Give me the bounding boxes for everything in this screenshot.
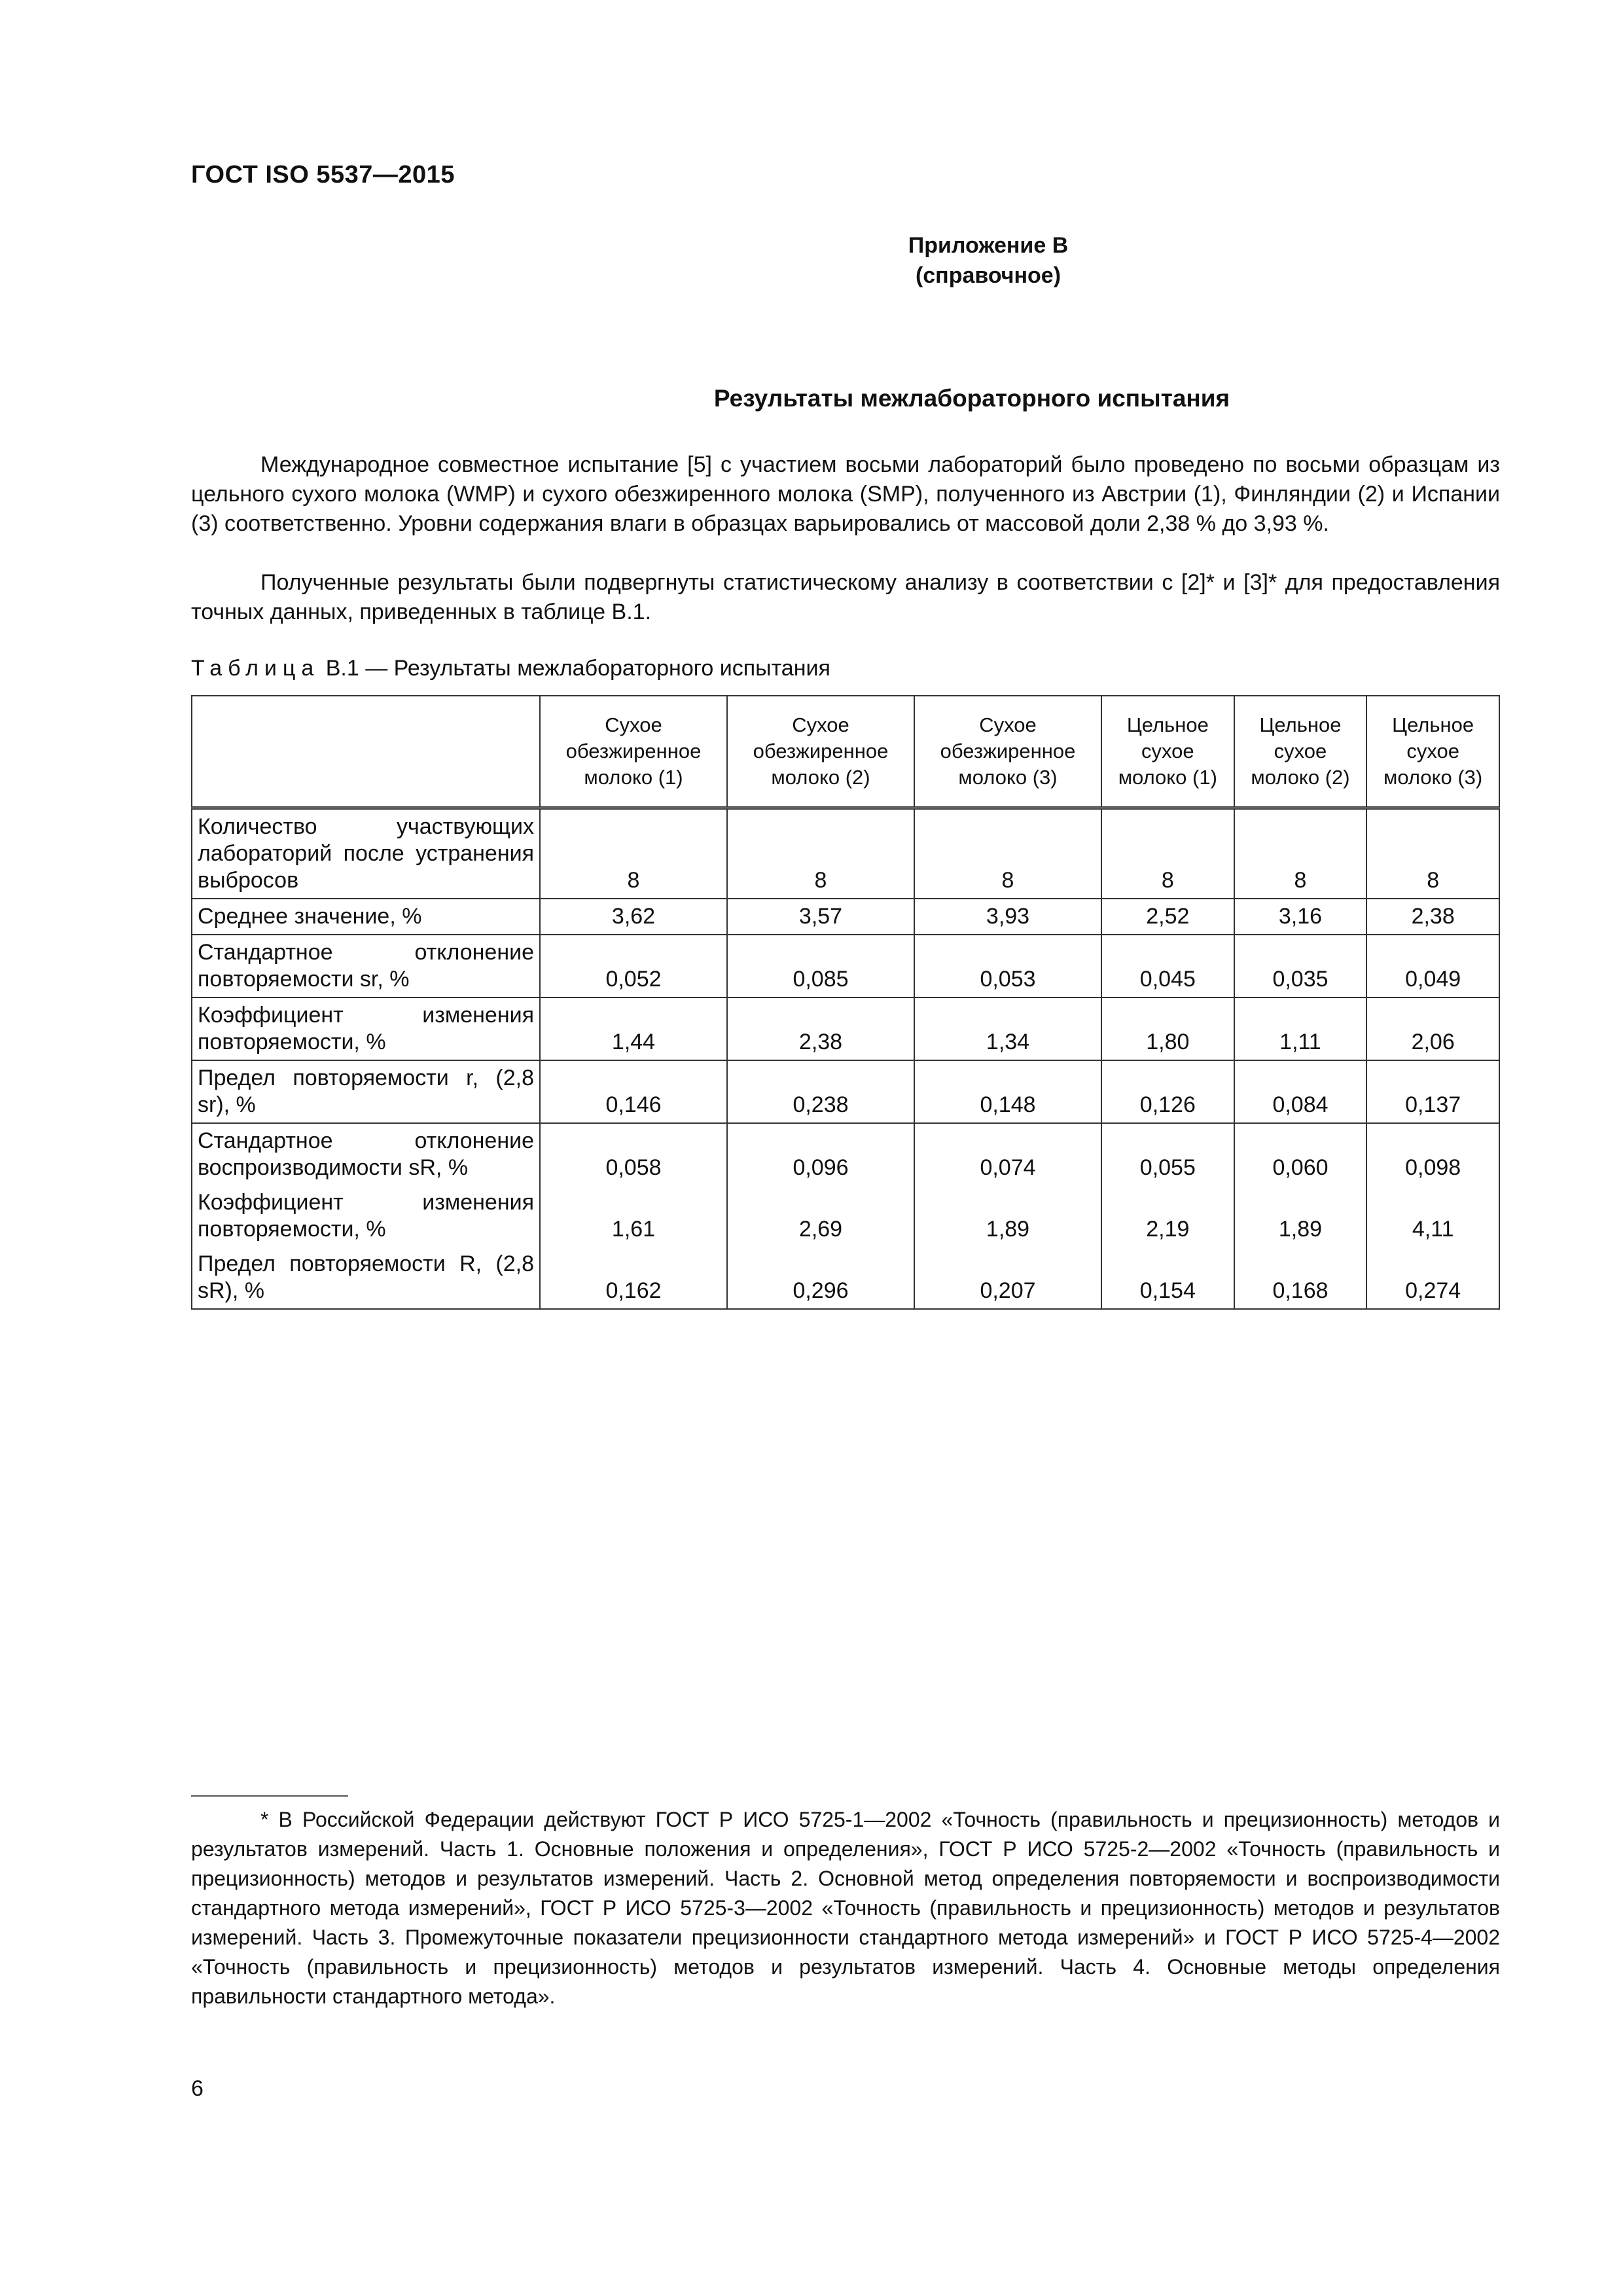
table-cell: 1,61 [540,1185,727,1247]
table-cell: 2,38 [727,997,914,1060]
table-caption-text: В.1 — Результаты межлабораторного испытания [319,656,830,681]
table-cell: 0,052 [540,935,727,997]
table-cell: 0,035 [1234,935,1367,997]
table-cell: 0,058 [540,1123,727,1185]
appendix-status: (справочное) [915,263,1061,288]
table-cell: 1,44 [540,997,727,1060]
table-cell: 3,93 [914,899,1101,935]
table-cell: 0,162 [540,1247,727,1309]
appendix-heading [0,230,1623,291]
table-cell: 0,207 [914,1247,1101,1309]
table-header-empty [192,696,540,808]
footnote-text: * В Российской Федерации действуют ГОСТ Р ИСО 5725-1—2002 «Точность (правильность и прецизионность) методов и результатов измерений. Часть 1. Основные положения и определения», ГОСТ Р ИСО 5725-2—2002 «Точность (правильность и прецизионность) методов и результатов измерений. Часть 2. Основной метод определения повторяемости и воспроизводимости стандартного метода измерений», ГОСТ Р ИСО 5725-3—2002 «Точность (правильность и прецизионность) методов и результатов измерений. Часть 3. Промежуточные показатели прецизионности стандартного метода измерений» и ГОСТ Р ИСО 5725-4—2002 «Точность (правильность и прецизионность) методов и результатов измерений. Часть 4. Основные методы определения правильности стандартного метода». [191,1808,1500,2008]
page-number: 6 [191,2076,204,2101]
table-row [192,808,1499,899]
table-cell: 0,096 [727,1123,914,1185]
table-cell: 8 [1234,808,1367,899]
table-header-row [192,696,1499,808]
table-cell: 1,34 [914,997,1101,1060]
table-cell: 0,084 [1234,1060,1367,1123]
table-cell: 0,168 [1234,1247,1367,1309]
table-cell: 1,89 [1234,1185,1367,1247]
table-cell: 0,060 [1234,1123,1367,1185]
table-caption-label: Таблица [191,656,320,681]
table-cell: 2,69 [727,1185,914,1247]
table-cell: 3,16 [1234,899,1367,935]
row-label: Среднее значение, % [192,899,540,935]
table-cell: 0,146 [540,1060,727,1123]
table-cell: 2,19 [1101,1185,1234,1247]
table-cell: 0,148 [914,1060,1101,1123]
column-header: Цельное сухое молоко (1) [1101,696,1234,808]
paragraph-2 [191,568,1500,627]
table-cell: 2,06 [1366,997,1499,1060]
table-cell: 0,055 [1101,1123,1234,1185]
column-header: Сухое обезжиренное молоко (3) [914,696,1101,808]
table-cell: 8 [1101,808,1234,899]
table-caption [191,656,830,681]
table-cell: 1,11 [1234,997,1367,1060]
table-row [192,1123,1499,1185]
paragraph-1 [191,450,1500,539]
paragraph-text: Международное совместное испытание [5] с участием восьми лабораторий было проведено по восьми образцам из цельного сухого молока (WMP) и сухого обезжиренного молока (SMP), полученного из Австрии (1), Финляндии (2) и Испании (3) соответственно. Уровни содержания влаги в образцах варьировались от массовой доли 2,38 % до 3,93 %. [191,452,1500,536]
table-cell: 0,049 [1366,935,1499,997]
table-row [192,1185,1499,1247]
column-header: Цельное сухое молоко (2) [1234,696,1367,808]
table-row [192,899,1499,935]
table-cell: 4,11 [1366,1185,1499,1247]
table-cell: 0,137 [1366,1060,1499,1123]
table-cell: 1,89 [914,1185,1101,1247]
table-row [192,935,1499,997]
row-label: Коэффициент изменения повторяемости, % [192,1185,540,1247]
section-title-text: Результаты межлабораторного испытания [713,385,1230,412]
column-header: Сухое обезжиренное молоко (1) [540,696,727,808]
row-label: Количество участвующих лабораторий после устранения выбросов [192,808,540,899]
row-label: Коэффициент изменения повторяемости, % [192,997,540,1060]
table-cell: 8 [540,808,727,899]
column-header: Сухое обезжиренное молоко (2) [727,696,914,808]
table-row [192,997,1499,1060]
column-header: Цельное сухое молоко (3) [1366,696,1499,808]
table-cell: 0,045 [1101,935,1234,997]
table-cell: 0,074 [914,1123,1101,1185]
table-cell: 1,80 [1101,997,1234,1060]
table-cell: 0,274 [1366,1247,1499,1309]
table-cell: 8 [914,808,1101,899]
table-cell: 2,38 [1366,899,1499,935]
paragraph-text: Полученные результаты были подвергнуты статистическому анализу в соответствии с [2]* и [3]* для предоставления точных данных, приведенных в таблице В.1. [191,570,1500,624]
row-label: Предел повторяемости R, (2,8 sR), % [192,1247,540,1309]
table-cell: 8 [727,808,914,899]
table-cell: 0,085 [727,935,914,997]
table-row [192,1247,1499,1309]
table-cell: 0,154 [1101,1247,1234,1309]
table-cell: 3,57 [727,899,914,935]
table-cell: 0,098 [1366,1123,1499,1185]
document-code: ГОСТ ISO 5537—2015 [191,161,455,188]
section-title [0,385,1623,412]
table-cell: 3,62 [540,899,727,935]
row-label: Стандартное отклонение повторяемости sr, % [192,935,540,997]
table-cell: 2,52 [1101,899,1234,935]
appendix-title: Приложение В [908,233,1069,258]
table-cell: 8 [1366,808,1499,899]
footnote [191,1805,1500,2011]
results-table [191,695,1500,1310]
table-cell: 0,296 [727,1247,914,1309]
table-cell: 0,238 [727,1060,914,1123]
footnote-divider [191,1795,348,1797]
table-cell: 0,053 [914,935,1101,997]
row-label: Предел повторяемости r, (2,8 sr), % [192,1060,540,1123]
table-cell: 0,126 [1101,1060,1234,1123]
table-row [192,1060,1499,1123]
row-label: Стандартное отклонение воспроизводимости sR, % [192,1123,540,1185]
